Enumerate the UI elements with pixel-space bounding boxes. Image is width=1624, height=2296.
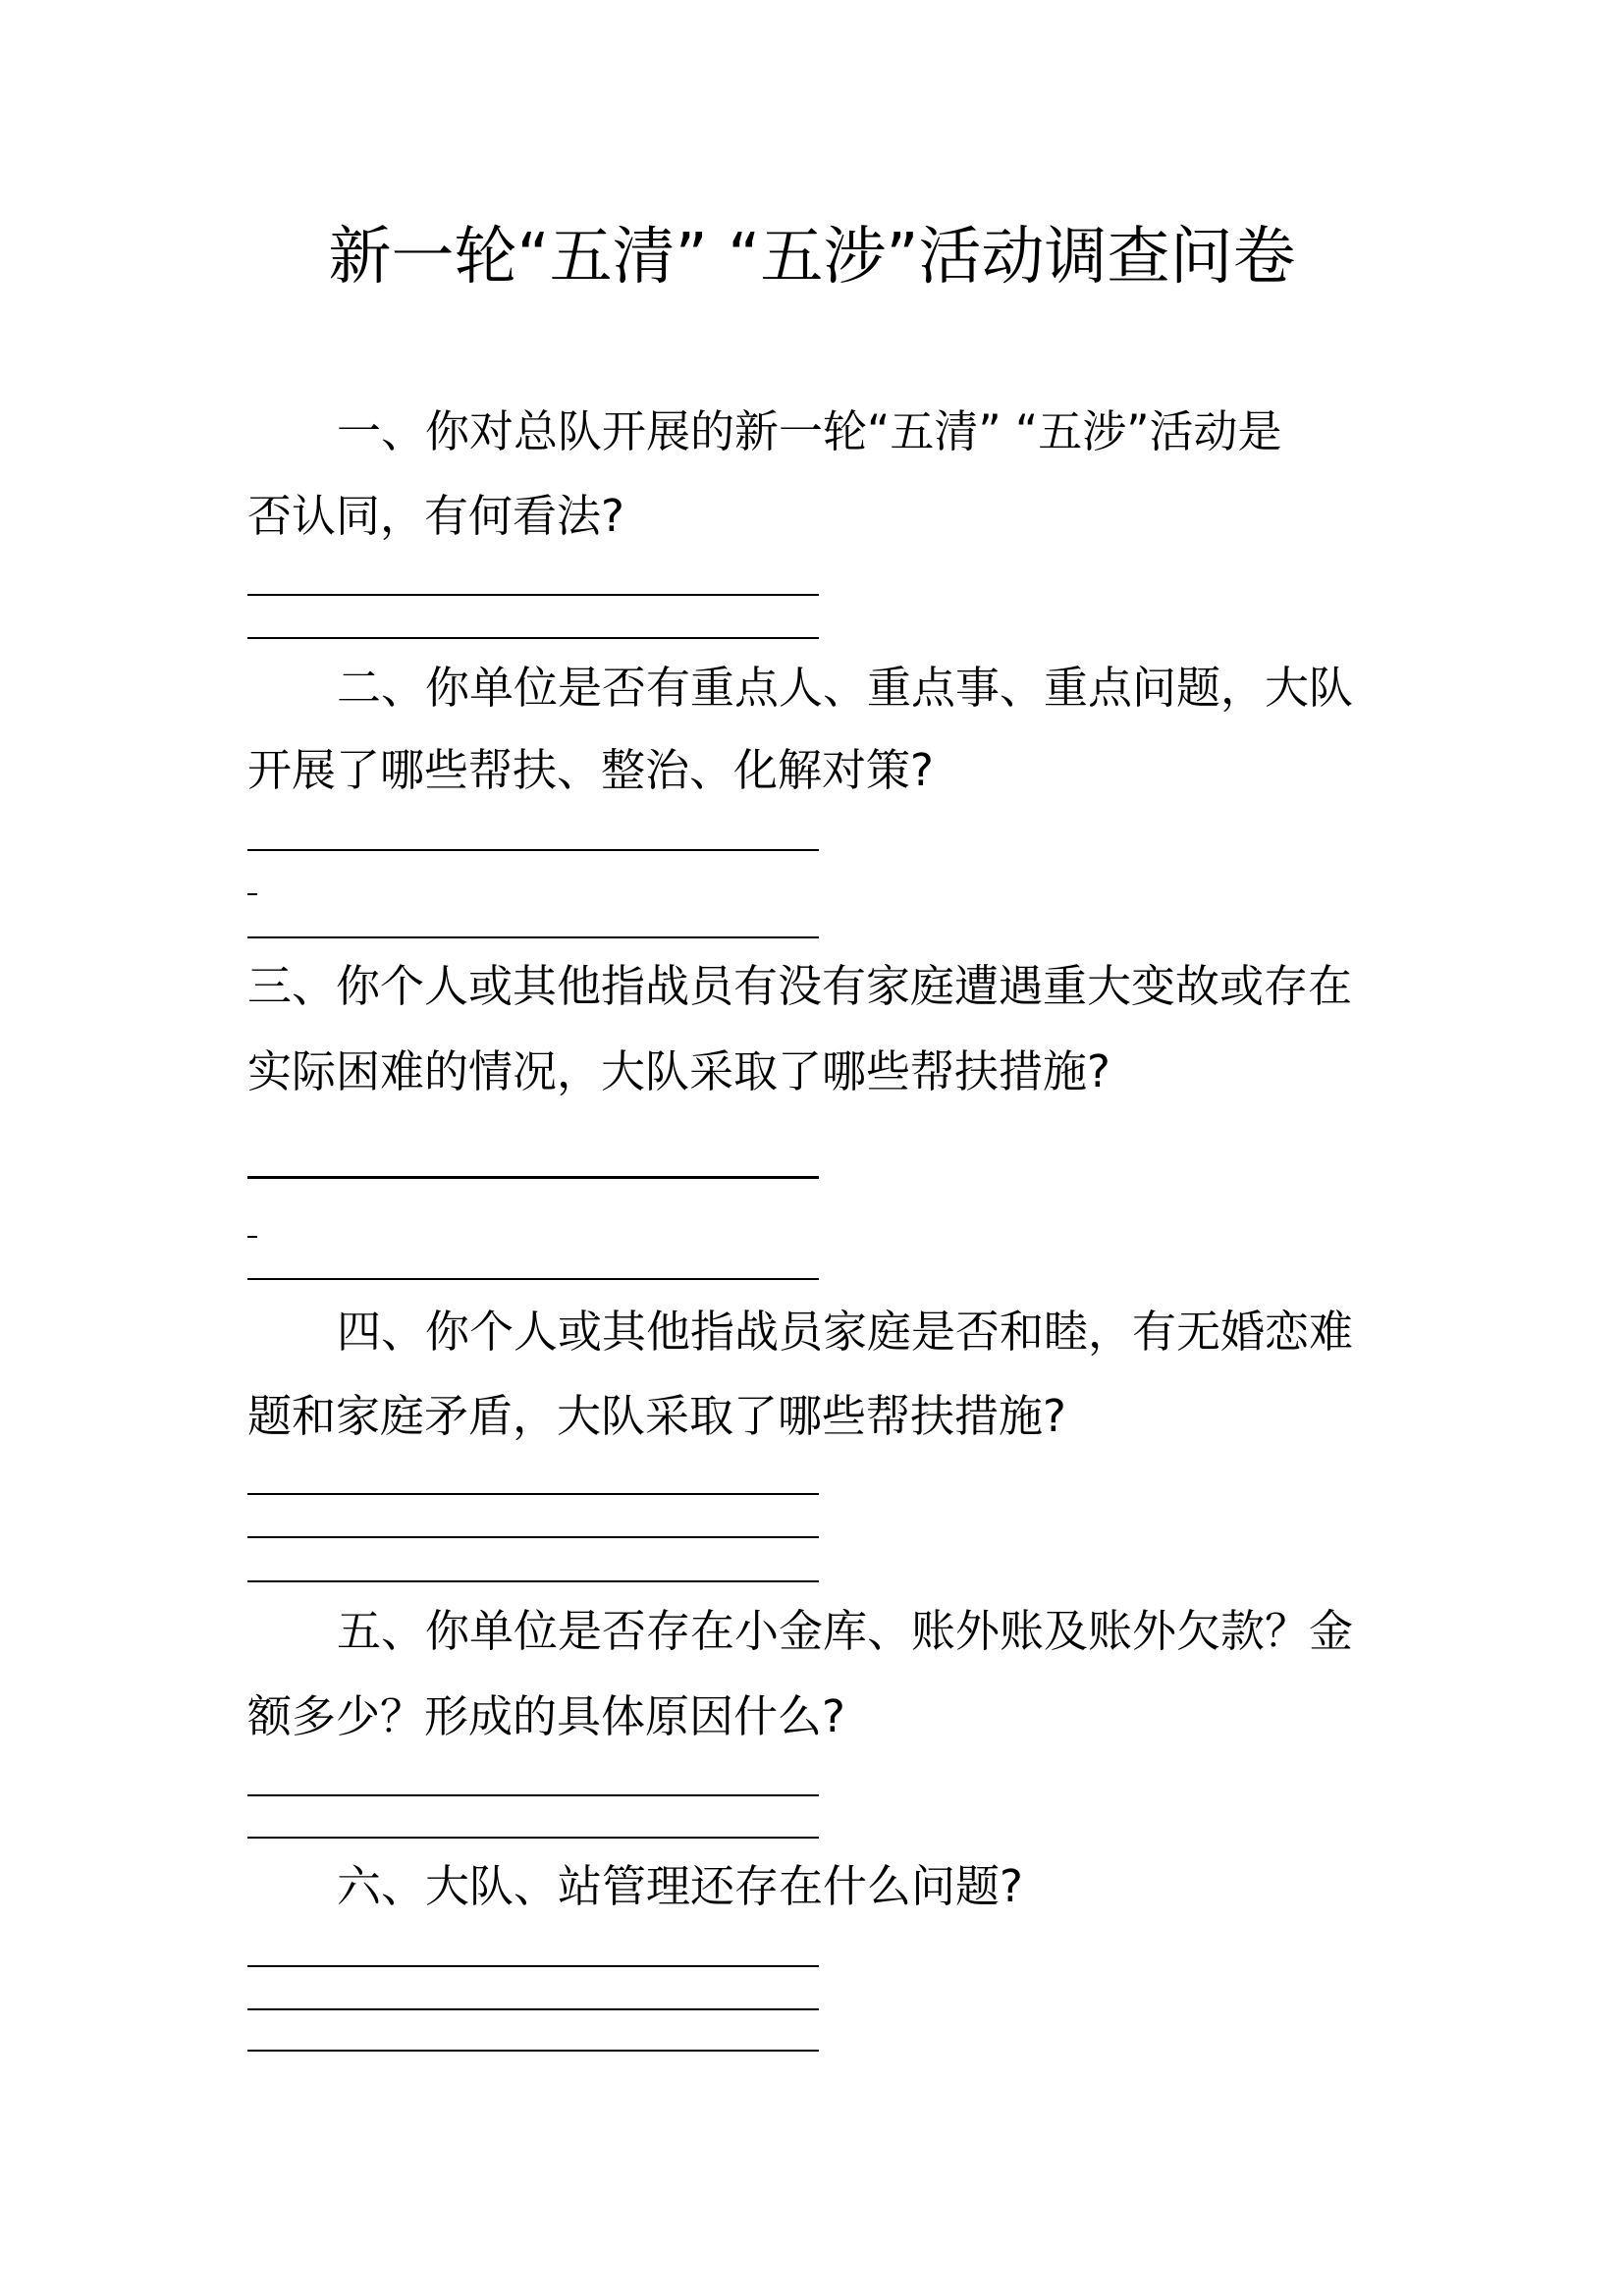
document-title: 新一轮“五清” “五涉”活动调查问卷 xyxy=(328,221,1296,294)
dash-mark xyxy=(247,1236,257,1238)
answer-line[interactable] xyxy=(247,2008,819,2010)
answer-line[interactable] xyxy=(247,1965,819,1967)
question-4-line-2: 题和家庭矛盾，大队采取了哪些帮扶措施? xyxy=(247,1390,1066,1442)
question-2-line-1: 二、你单位是否有重点人、重点事、重点问题，大队 xyxy=(337,662,1354,714)
answer-line[interactable] xyxy=(247,594,819,596)
answer-line[interactable] xyxy=(247,1536,819,1538)
answer-line[interactable] xyxy=(247,1493,819,1495)
question-2-line-2: 开展了哪些帮扶、整治、化解对策? xyxy=(247,744,934,796)
question-3-line-2: 实际困难的情况，大队采取了哪些帮扶措施? xyxy=(247,1045,1110,1097)
answer-line[interactable] xyxy=(247,1837,819,1839)
answer-line[interactable] xyxy=(247,1794,819,1796)
question-5-line-1: 五、你单位是否存在小金库、账外账及账外欠款？金 xyxy=(337,1605,1354,1657)
answer-line[interactable] xyxy=(247,1278,819,1280)
answer-line[interactable] xyxy=(247,936,819,938)
question-6-line-1: 六、大队、站管理还存在什么问题? xyxy=(337,1860,1023,1912)
question-1-line-2: 否认同，有何看法? xyxy=(247,490,624,542)
question-5-line-2: 额多少？形成的具体原因什么? xyxy=(247,1690,845,1742)
dash-mark xyxy=(247,893,257,895)
answer-line[interactable] xyxy=(247,849,819,851)
answer-line[interactable] xyxy=(247,1580,819,1582)
question-4-line-1: 四、你个人或其他指战员家庭是否和睦，有无婚恋难 xyxy=(337,1306,1354,1358)
answer-line[interactable] xyxy=(247,2050,819,2052)
question-3-line-1: 三、你个人或其他指战员有没有家庭遭遇重大变故或存在 xyxy=(247,960,1353,1012)
answer-line[interactable] xyxy=(247,637,819,639)
answer-line[interactable] xyxy=(247,1176,819,1179)
question-1-line-1: 一、你对总队开展的新一轮“五清” “五涉”活动是 xyxy=(337,405,1282,457)
